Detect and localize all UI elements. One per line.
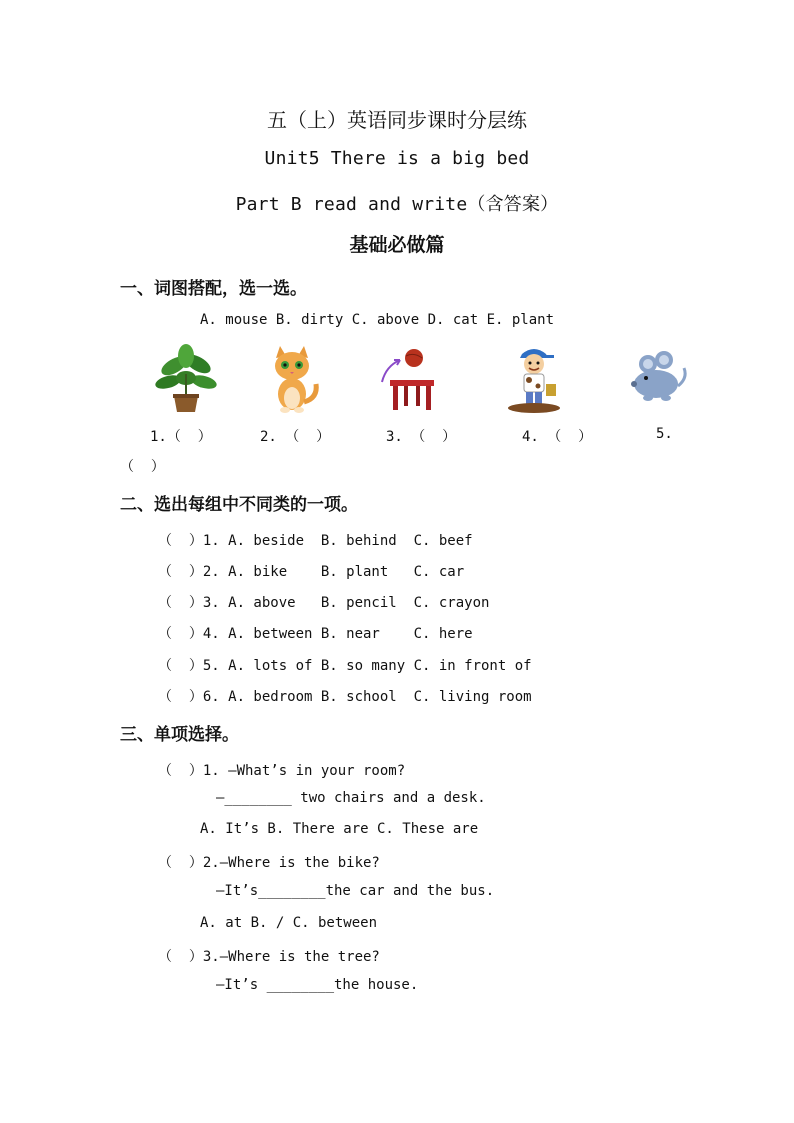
odd-one-row: （ ）6. A. bedroom B. school C. living room — [158, 689, 532, 705]
part-title: Part B read and write（含答案） — [235, 194, 559, 215]
unit-title: Unit5 There is a big bed — [264, 148, 530, 169]
section3-heading: 三、单项选择。 — [120, 725, 239, 745]
worksheet-title: 五（上）英语同步课时分层练 — [267, 108, 527, 132]
section2-heading: 二、选出每组中不同类的一项。 — [120, 495, 358, 515]
question-1-answer: —________ two chairs and a desk. — [216, 790, 486, 806]
question-3-answer: —It’s ________the house. — [216, 977, 419, 993]
blank-2[interactable]: 2. （ ） — [260, 429, 331, 445]
mouse-picture — [624, 344, 688, 414]
question-1-options: A. It’s B. There are C. These are — [200, 821, 479, 837]
question-1-stem: （ ）1. —What’s in your room? — [158, 763, 406, 779]
question-3-stem: （ ）3.—Where is the tree? — [158, 949, 380, 965]
question-2-stem: （ ）2.—Where is the bike? — [158, 855, 380, 871]
section1-heading: 一、词图搭配，选一选。 — [120, 279, 307, 299]
odd-one-row: （ ）4. A. between B. near C. here — [158, 626, 473, 642]
cat-picture — [260, 344, 324, 414]
blank-5[interactable]: （ ） — [120, 459, 165, 475]
dirty-boy-picture — [502, 344, 566, 414]
above-picture — [378, 344, 442, 414]
blank-1[interactable]: 1.（ ） — [150, 429, 212, 445]
odd-one-row: （ ）1. A. beside B. behind C. beef — [158, 533, 473, 549]
question-2-answer: —It’s________the car and the bus. — [216, 883, 495, 899]
blank-5-label: 5. — [656, 426, 673, 442]
blank-3[interactable]: 3. （ ） — [386, 429, 457, 445]
question-2-options: A. at B. / C. between — [200, 915, 378, 931]
section1-options: A. mouse B. dirty C. above D. cat E. plant — [200, 312, 555, 328]
plant-picture — [154, 344, 218, 414]
odd-one-row: （ ）3. A. above B. pencil C. crayon — [158, 595, 490, 611]
level-title: 基础必做篇 — [349, 234, 445, 256]
blank-4[interactable]: 4. （ ） — [522, 429, 593, 445]
odd-one-row: （ ）5. A. lots of B. so many C. in front of — [158, 658, 532, 674]
odd-one-row: （ ）2. A. bike B. plant C. car — [158, 564, 465, 580]
